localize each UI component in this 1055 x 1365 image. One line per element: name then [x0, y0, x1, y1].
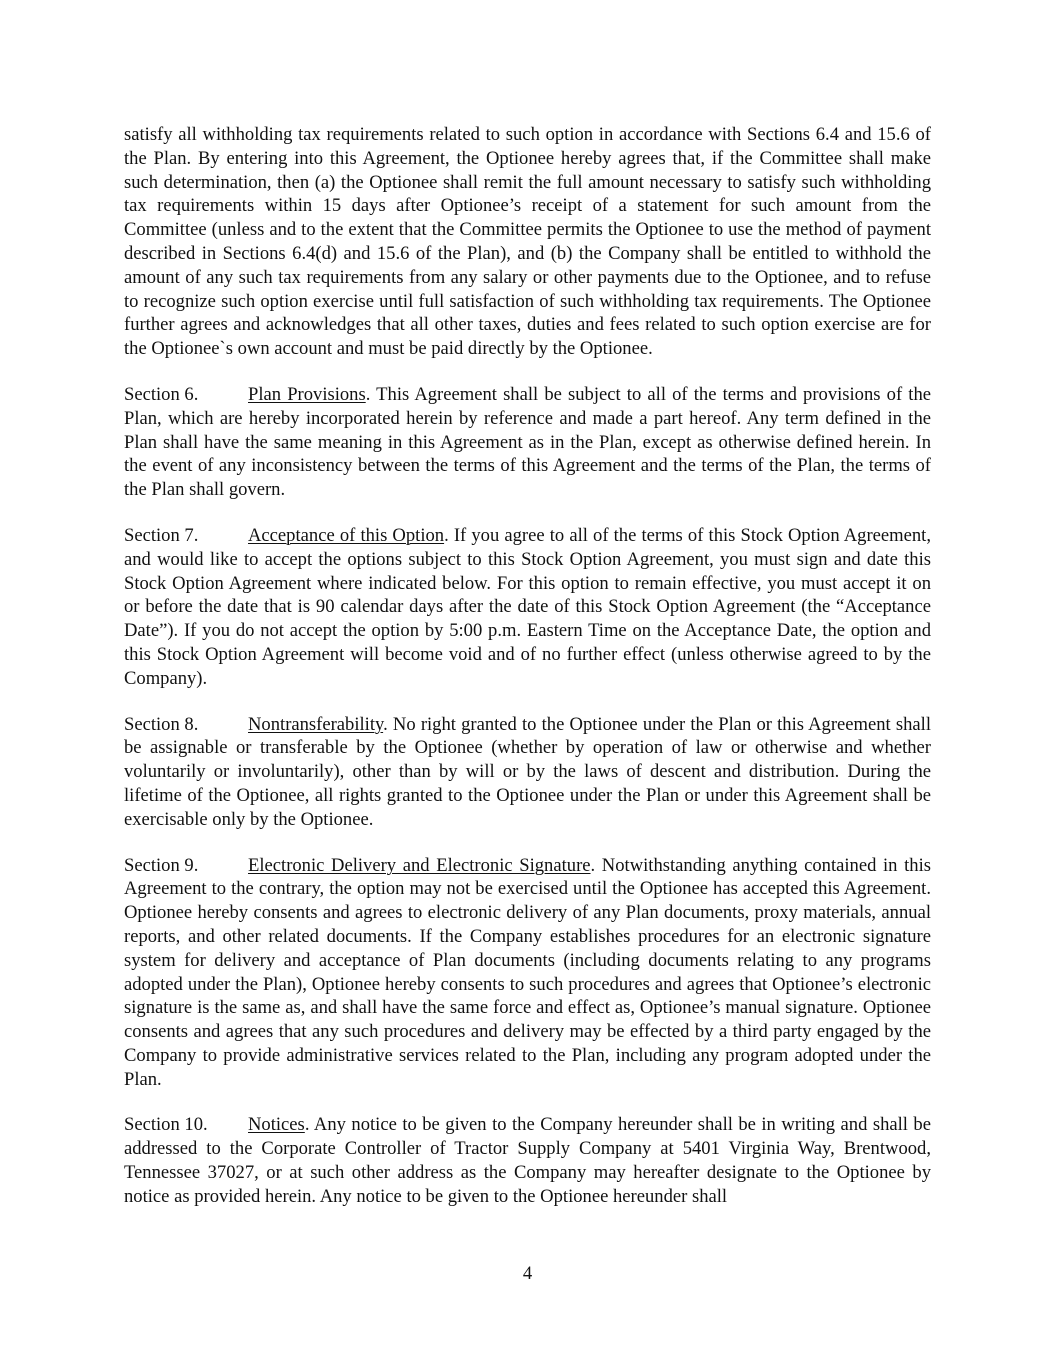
- section-8-body: . No right granted to the Optionee under the Plan or this Agreement shall be assignable or transferable by the Optionee (whether by operation of law or otherwise and whether voluntarily or involuntarily), other than by will or by the laws of descent and distribution. During the lifetime of the Optionee, all rights granted to the Optionee under the Plan or under this Agreement shall be exercisable only by the Optionee.: [124, 713, 931, 830]
- section-7-title: Acceptance of this Option: [248, 524, 445, 546]
- section-6: [124, 383, 931, 502]
- section-9-label: Section 9.: [124, 854, 199, 876]
- page-number: 4: [522, 1263, 533, 1284]
- document-page: [124, 123, 931, 1231]
- intro-paragraph: satisfy all withholding tax requirements related to such option in accordance with Sections 6.4 and 15.6 of the Plan. By entering into this Agreement, the Optionee hereby agrees that, if the Committee shall make such determination, then (a) the Optionee shall remit the full amount necessary to satisfy such withholding tax requirements within 15 days after Optionee’s receipt of a statement for such amount from the Committee (unless and to the extent that the Committee permits the Optionee to use the method of payment described in Sections 6.4(d) and 15.6 of the Plan), and (b) the Company shall be entitled to withhold the amount of any such tax requirements from any salary or other payments due to the Optionee, and to refuse to recognize such option exercise until full satisfaction of such withholding tax requirements. The Optionee further agrees and acknowledges that all other taxes, duties and fees related to such option exercise are for the Optionee`s own account and must be paid directly by the Optionee.: [124, 124, 931, 360]
- section-10-body: . Any notice to be given to the Company hereunder shall be in writing and shall be addressed to the Corporate Controller of Tractor Supply Company at 5401 Virginia Way, Brentwood, Tennessee 37027, or at such other address as the Company may hereafter designate to the Optionee by notice as provided herein. Any notice to be given to the Optionee hereunder shall: [124, 1114, 931, 1207]
- section-10-title: Notices: [248, 1114, 305, 1136]
- section-10: [124, 1113, 931, 1208]
- section-6-title: Plan Provisions: [248, 383, 366, 405]
- section-9-title: Electronic Delivery and Electronic Signature: [248, 854, 591, 876]
- section-8: [124, 713, 931, 832]
- section-6-label: Section 6.: [124, 383, 199, 405]
- section-7: [124, 524, 931, 691]
- section-7-label: Section 7.: [124, 524, 199, 546]
- section-9: [124, 854, 931, 1092]
- section-8-label: Section 8.: [124, 713, 199, 735]
- section-9-body: . Notwithstanding anything contained in this Agreement to the contrary, the option may not be exercised until the Optionee has accepted this Agreement. Optionee hereby consents and agrees to electronic delivery of any Plan documents, proxy materials, annual reports, and other related documents. If the Company establishes procedures for an electronic signature system for delivery and acceptance of Plan documents (including documents relating to any programs adopted under the Plan), Optionee hereby consents to such procedures and agrees that Optionee’s electronic signature is the same as, and shall have the same force and effect as, Optionee’s manual signature. Optionee consents and agrees that any such procedures and delivery may be effected by a third party engaged by the Company to provide administrative services related to the Plan, including any program adopted under the Plan.: [124, 854, 931, 1090]
- section-7-body: . If you agree to all of the terms of this Stock Option Agreement, and would like to accept the options subject to this Stock Option Agreement, you must sign and date this Stock Option Agreement where indicated below. For this option to remain effective, you must accept it on or before the date that is 90 calendar days after the date of this Stock Option Agreement (the “Acceptance Date”). If you do not accept the option by 5:00 p.m. Eastern Time on the Acceptance Date, the option and this Stock Option Agreement will become void and of no further effect (unless otherwise agreed to by the Company).: [124, 524, 931, 689]
- section-6-body: . This Agreement shall be subject to all of the terms and provisions of the Plan, which are hereby incorporated herein by reference and made a part hereof. Any term defined in the Plan shall have the same meaning in this Agreement as in the Plan, except as otherwise defined herein. In the event of any inconsistency between the terms of this Agreement and the terms of the Plan, the terms of the Plan shall govern.: [124, 383, 931, 501]
- section-8-title: Nontransferability: [248, 713, 384, 735]
- section-10-label: Section 10.: [124, 1114, 208, 1136]
